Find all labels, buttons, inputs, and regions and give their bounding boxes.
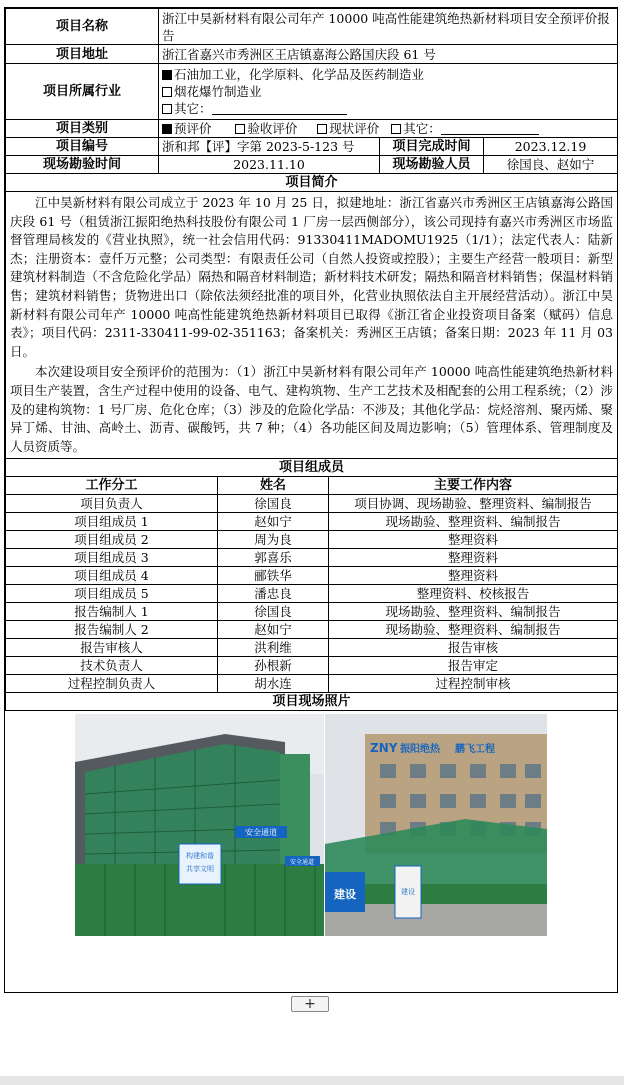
intro-paragraph-2: 本次建设项目安全预评价的范围为：（1）浙江中昊新材料有限公司年产 10000 吨高性能建筑绝热新材料项目生产装置，含生产过程中使用的设备、电气、建构筑物、生产工艺技术及相配套的公用工程系统；（2）涉及的建构筑物：1 号厂房、危化仓库；（3）涉及的危险化学品：不涉及；其他化学品：烷烃溶剂、聚丙烯、聚异丁烯、甘油、高岭土、沥青、碳酸钙，共 7 种；（4）各功能区间及周边影响；（5）管理体系、管理制度及人员资质等。 bbox=[10, 364, 614, 454]
member-name: 周为良 bbox=[218, 531, 329, 549]
table-row bbox=[6, 675, 618, 693]
svg-text:建设: 建设 bbox=[334, 888, 356, 902]
intro-section-title: 项目简介 bbox=[6, 174, 618, 192]
member-name: 徐国良 bbox=[218, 603, 329, 621]
member-name: 徐国良 bbox=[218, 495, 329, 513]
member-work: 过程控制审核 bbox=[329, 675, 618, 693]
member-work: 整理资料、校核报告 bbox=[329, 585, 618, 603]
member-name: 郦铁华 bbox=[218, 567, 329, 585]
photos-area bbox=[5, 711, 617, 948]
intro-paragraph-1: 江中昊新材料有限公司成立于 2023 年 10 月 25 日，拟建地址：浙江省嘉兴市秀洲区王店镇嘉海公路国庆段 61 号（租赁浙江振阳绝热科技股份有限公司 1 厂房一层西侧部分），该公司现持有嘉兴市秀洲区市场监督管理局核发的《营业执照》，统一社会信用代码：91330411MADOMU1925（1/1）；法定代表人：陆新杰；注册资本：壹仟万元整；公司类型：有限责任公司（自然人投资或控股）；主要生产经营一般项目：新型建筑材料制造（不含危险化学品）隔热和隔音材料制造；新材料技术研发；隔热和隔音材料销售；保温材料销售；建筑材料销售；货物进出口（除依法须经批准的项目外，化营业执照依法自主开展经营活动）。浙江中昊新材料有限公司年产 10000 吨高性能建筑绝热新材料项目已取得《浙江省企业投资项目备案（赋码）信息表》；项目代码：2311-330411-99-02-351163；备案机关：秀洲区王店镇；备案日期：2023 年 11 月 03 日。 bbox=[10, 195, 614, 359]
svg-text:安全通道: 安全通道 bbox=[245, 828, 277, 838]
industry-label: 项目所属行业 bbox=[6, 64, 159, 120]
table-row bbox=[6, 657, 618, 675]
table-row bbox=[6, 585, 618, 603]
survey-staff-label: 现场勘验人员 bbox=[380, 156, 484, 174]
member-name: 胡水连 bbox=[218, 675, 329, 693]
member-role: 项目组成员 2 bbox=[6, 531, 218, 549]
type-option-1[interactable]: 预评价 bbox=[162, 121, 212, 136]
survey-time-label: 现场勘验时间 bbox=[6, 156, 159, 174]
members-table bbox=[5, 476, 618, 711]
finish-time-value: 2023.12.19 bbox=[484, 138, 618, 156]
member-role: 项目组成员 5 bbox=[6, 585, 218, 603]
members-col-name: 姓名 bbox=[218, 477, 329, 495]
project-name-label: 项目名称 bbox=[6, 9, 159, 45]
report-sheet bbox=[4, 7, 618, 993]
member-role: 报告编制人 1 bbox=[6, 603, 218, 621]
industry-option-2[interactable]: 烟花爆竹制造业 bbox=[162, 83, 614, 100]
member-work: 现场勘验、整理资料、编制报告 bbox=[329, 603, 618, 621]
member-name: 潘忠良 bbox=[218, 585, 329, 603]
checkbox-empty-icon[interactable] bbox=[235, 124, 245, 134]
table-row bbox=[6, 531, 618, 549]
svg-text:ZNY: ZNY bbox=[370, 741, 398, 756]
table-row bbox=[6, 621, 618, 639]
member-name: 洪利维 bbox=[218, 639, 329, 657]
member-work: 报告审定 bbox=[329, 657, 618, 675]
project-number-label: 项目编号 bbox=[6, 138, 159, 156]
svg-text:安全通道: 安全通道 bbox=[289, 859, 315, 867]
project-type-label: 项目类别 bbox=[6, 120, 159, 138]
table-row bbox=[6, 639, 618, 657]
checkbox-empty-icon[interactable] bbox=[391, 124, 401, 134]
member-role: 报告编制人 2 bbox=[6, 621, 218, 639]
member-name: 赵如宁 bbox=[218, 621, 329, 639]
other-blank-line bbox=[212, 102, 347, 115]
member-name: 郭喜乐 bbox=[218, 549, 329, 567]
project-name-value: 浙江中昊新材料有限公司年产 10000 吨高性能建筑绝热新材料项目安全预评价报告 bbox=[159, 9, 618, 45]
table-row bbox=[6, 603, 618, 621]
member-role: 过程控制负责人 bbox=[6, 675, 218, 693]
checkbox-checked-icon[interactable] bbox=[162, 70, 172, 80]
svg-text:振阳绝热: 振阳绝热 bbox=[400, 744, 440, 756]
bottom-scrollbar[interactable] bbox=[0, 1076, 624, 1085]
members-col-role: 工作分工 bbox=[6, 477, 218, 495]
checkbox-empty-icon[interactable] bbox=[162, 104, 172, 114]
member-name: 赵如宁 bbox=[218, 513, 329, 531]
member-role: 项目负责人 bbox=[6, 495, 218, 513]
survey-staff-value: 徐国良、赵如宁 bbox=[484, 156, 618, 174]
photos-section-title: 项目现场照片 bbox=[6, 693, 618, 711]
site-photo-2 bbox=[325, 714, 547, 936]
svg-text:鹏飞工程: 鹏飞工程 bbox=[455, 744, 495, 756]
table-row bbox=[6, 495, 618, 513]
add-button[interactable]: + bbox=[291, 996, 329, 1012]
info-table bbox=[5, 8, 618, 477]
industry-options bbox=[159, 64, 618, 120]
site-photo-1 bbox=[75, 714, 324, 936]
finish-time-label: 项目完成时间 bbox=[380, 138, 484, 156]
intro-body bbox=[6, 192, 618, 459]
member-work: 项目协调、现场勘验、整理资料、编制报告 bbox=[329, 495, 618, 513]
svg-text:共享文明: 共享文明 bbox=[186, 865, 214, 874]
project-address-value: 浙江省嘉兴市秀洲区王店镇嘉海公路国庆段 61 号 bbox=[159, 45, 618, 64]
type-option-4[interactable]: 其它： bbox=[391, 121, 539, 136]
member-role: 技术负责人 bbox=[6, 657, 218, 675]
table-row bbox=[6, 567, 618, 585]
member-work: 整理资料 bbox=[329, 549, 618, 567]
checkbox-empty-icon[interactable] bbox=[317, 124, 327, 134]
type-option-2[interactable]: 验收评价 bbox=[235, 121, 297, 136]
member-role: 项目组成员 1 bbox=[6, 513, 218, 531]
members-col-work: 主要工作内容 bbox=[329, 477, 618, 495]
member-role: 报告审核人 bbox=[6, 639, 218, 657]
member-work: 整理资料 bbox=[329, 567, 618, 585]
survey-time-value: 2023.11.10 bbox=[159, 156, 380, 174]
member-work: 现场勘验、整理资料、编制报告 bbox=[329, 513, 618, 531]
project-number-value: 浙和邦【评】字第 2023-5-123 号 bbox=[159, 138, 380, 156]
table-row bbox=[6, 549, 618, 567]
checkbox-empty-icon[interactable] bbox=[162, 87, 172, 97]
industry-option-1[interactable]: 石油加工业，化学原料、化学品及医药制造业 bbox=[162, 66, 614, 83]
member-work: 整理资料 bbox=[329, 531, 618, 549]
checkbox-checked-icon[interactable] bbox=[162, 124, 172, 134]
other-blank-line bbox=[441, 122, 539, 135]
member-role: 项目组成员 4 bbox=[6, 567, 218, 585]
project-address-label: 项目地址 bbox=[6, 45, 159, 64]
member-name: 孙根新 bbox=[218, 657, 329, 675]
member-role: 项目组成员 3 bbox=[6, 549, 218, 567]
table-row bbox=[6, 513, 618, 531]
member-work: 报告审核 bbox=[329, 639, 618, 657]
type-option-3[interactable]: 现状评价 bbox=[317, 121, 379, 136]
members-section-title: 项目组成员 bbox=[6, 459, 618, 477]
svg-text:构建和谐: 构建和谐 bbox=[186, 852, 214, 861]
industry-option-3[interactable]: 其它： bbox=[162, 100, 614, 117]
member-work: 现场勘验、整理资料、编制报告 bbox=[329, 621, 618, 639]
project-type-options bbox=[159, 120, 618, 138]
svg-text:建设: 建设 bbox=[401, 888, 415, 897]
